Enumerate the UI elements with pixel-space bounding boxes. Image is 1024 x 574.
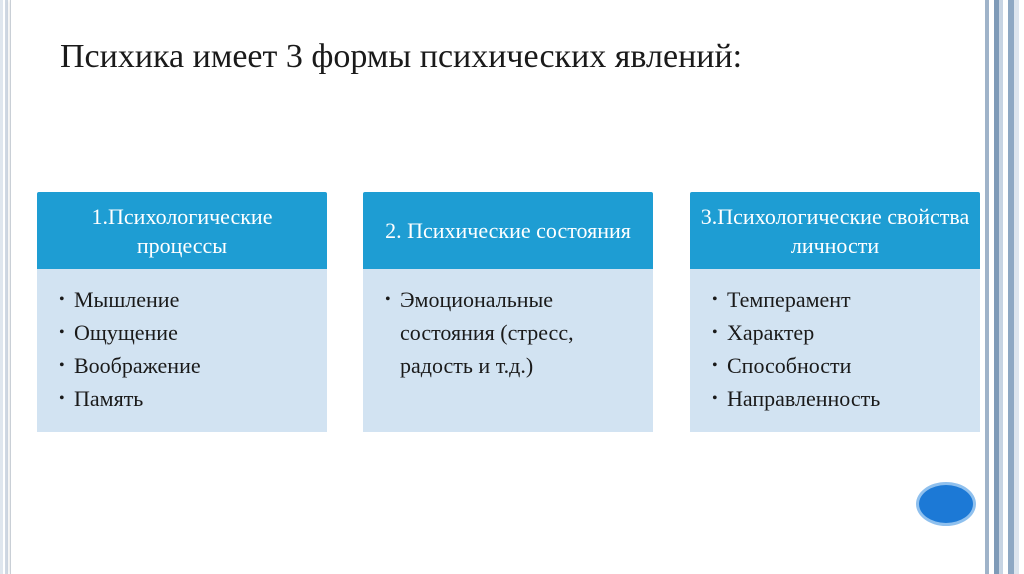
card-header: 3.Психологические свойства личности	[690, 192, 980, 269]
card-header: 1.Психологические процессы	[37, 192, 327, 269]
card-body	[37, 269, 327, 432]
card-mental-processes	[37, 192, 327, 432]
list-item: • Мышление	[59, 283, 313, 316]
card-mental-states	[363, 192, 653, 432]
list-item: • Воображение	[59, 349, 313, 382]
list-item: • Характер	[712, 316, 966, 349]
card-body	[690, 269, 980, 432]
list-item: • Направленность	[712, 382, 966, 415]
card-list	[59, 283, 313, 415]
card-header: 2. Психические состояния	[363, 192, 653, 269]
blue-circle-icon	[916, 482, 976, 526]
list-item: • Способности	[712, 349, 966, 382]
card-list	[712, 283, 966, 415]
card-list	[385, 283, 623, 382]
left-decorative-stripes	[0, 0, 10, 574]
list-item: • Эмоциональные состояния (стресс, радость и т.д.)	[385, 283, 623, 382]
right-decorative-stripes	[981, 0, 1024, 574]
list-item: • Память	[59, 382, 313, 415]
slide-title: Психика имеет 3 формы психических явлений:	[60, 38, 743, 75]
card-personality-traits	[690, 192, 980, 432]
card-body	[363, 269, 653, 432]
list-item: • Ощущение	[59, 316, 313, 349]
list-item: • Темперамент	[712, 283, 966, 316]
